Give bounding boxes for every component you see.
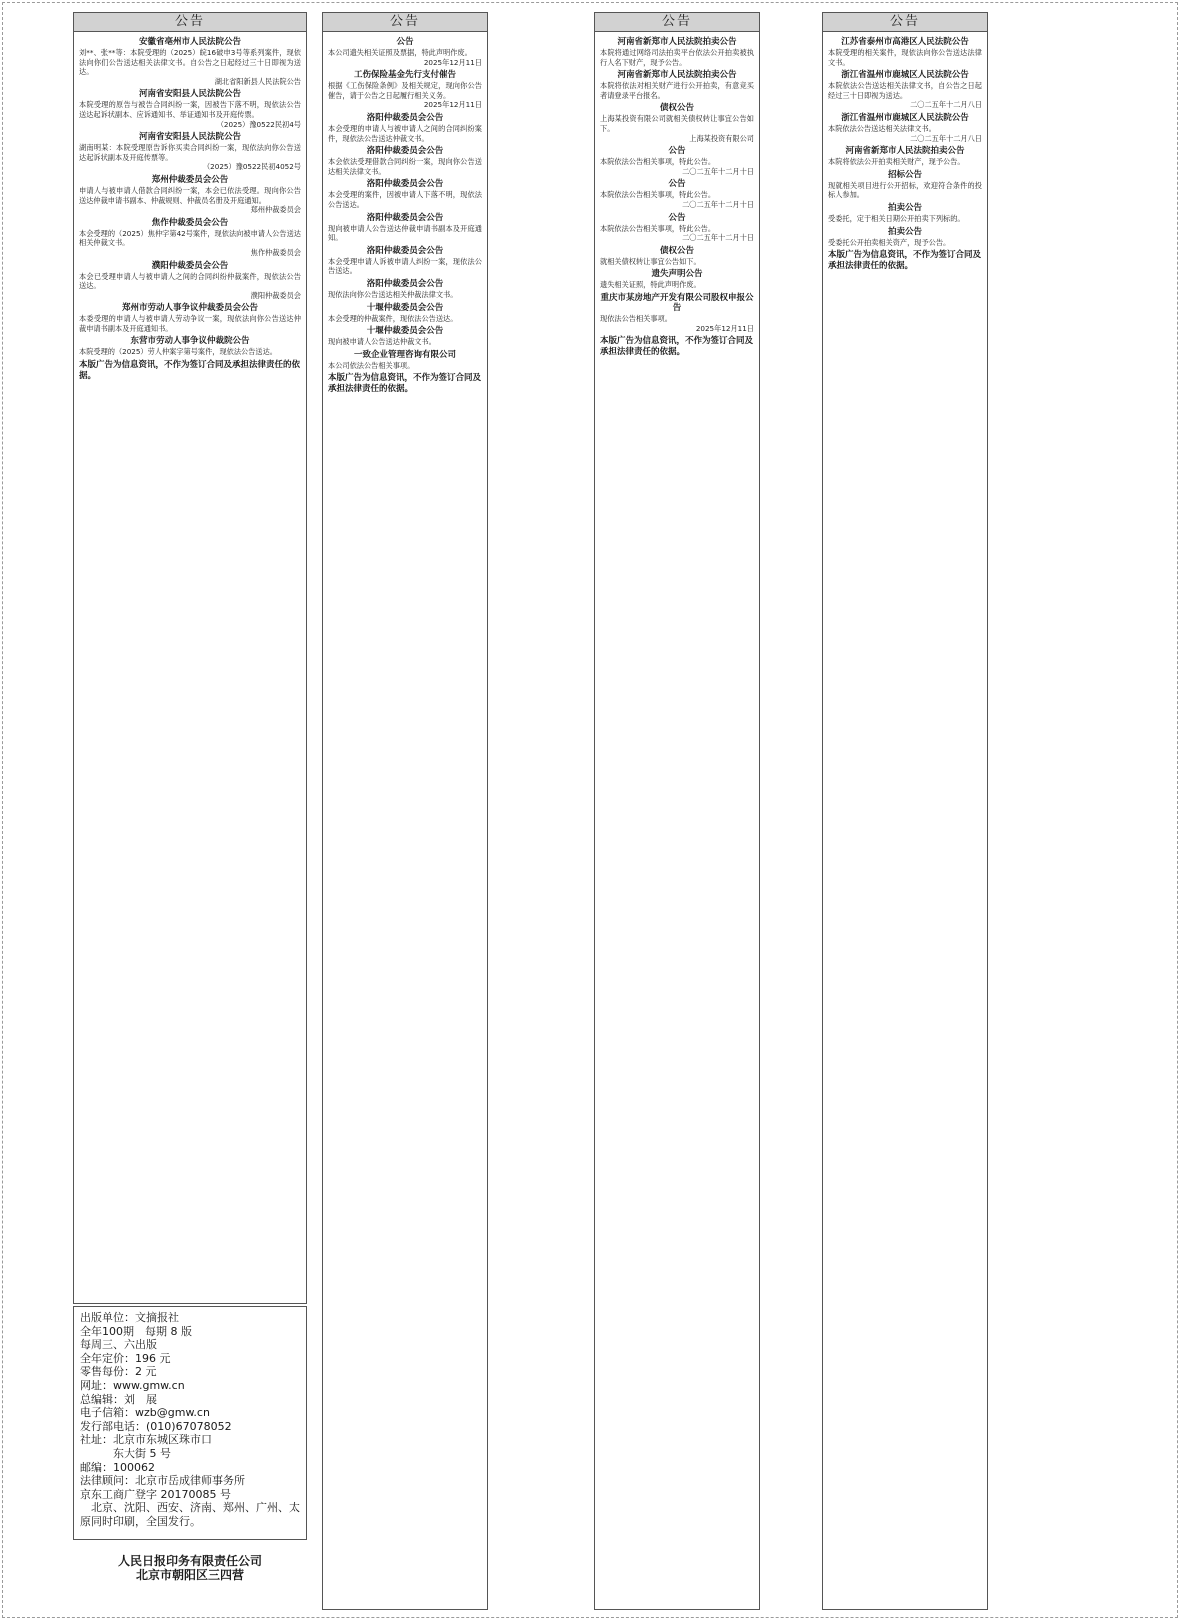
notice-body: 湖南明某：本院受理原告诉你买卖合同纠纷一案，现依法向你公告送达起诉状副本及开庭传票等。 xyxy=(79,143,301,162)
notice-signature: （2025）豫0522民初4号 xyxy=(216,119,301,129)
printer-name: 人民日报印务有限责任公司 xyxy=(117,1554,262,1568)
info-line: 社址：北京市东城区珠市口 xyxy=(80,1433,212,1447)
notice-title: 河南省安阳县人民法院公告 xyxy=(138,132,241,143)
notice-signature: 2025年12月11日 xyxy=(423,57,482,67)
column-header: 公告 xyxy=(823,13,987,32)
notice-title: 河南省安阳县人民法院公告 xyxy=(138,89,241,100)
notice-title: 债权公告 xyxy=(659,245,694,256)
notice-body: 现向被申请人公告送达仲裁文书。 xyxy=(328,337,436,347)
notice-body: 本院依法公告送达相关法律文书。 xyxy=(828,123,936,133)
info-line: 法律顾问：北京市岳成律师事务所 xyxy=(80,1474,245,1488)
info-line: 全年定价：196 元 xyxy=(80,1351,171,1365)
notice-title: 债权公告 xyxy=(659,103,694,114)
info-line: 邮编：100062 xyxy=(80,1460,155,1474)
notice-column-4 xyxy=(822,12,988,1610)
notice-body: 本院将通过网络司法拍卖平台依法公开拍卖被执行人名下财产，现予公告。 xyxy=(600,48,754,67)
notice-title: 浙江省温州市鹿城区人民法院公告 xyxy=(841,112,969,123)
notice-body: 本会已受理申请人与被申请人之间的合同纠纷仲裁案件，现依法公告送达。 xyxy=(79,271,301,291)
notice-title: 焦作仲裁委员会公告 xyxy=(151,217,229,228)
notice-body: 现向被申请人公告送达仲裁申请书副本及开庭通知。 xyxy=(328,223,482,243)
notice-body: 本委受理的申请人与被申请人劳动争议一案，现依法向你公告送达仲裁申请书副本及开庭通知书。 xyxy=(79,314,301,333)
notice-body: 本院依法公告相关事项，特此公告。 xyxy=(600,223,716,233)
notice-title: 拍卖公告 xyxy=(887,226,922,237)
notice-body: 现依法公告相关事项。 xyxy=(600,313,672,323)
notice-body: 本会依法受理借款合同纠纷一案，现向你公告送达相关法律文书。 xyxy=(328,157,482,176)
notice-title: 安徽省亳州市人民法院公告 xyxy=(138,37,241,47)
column-header: 公告 xyxy=(74,13,306,32)
notice-body: 申请人与被申请人借款合同纠纷一案，本会已依法受理。现向你公告送达仲裁申请书副本、仲裁规则、仲裁员名册及开庭通知。 xyxy=(79,185,301,205)
notice-title: 十堰仲裁委员会公告 xyxy=(366,326,444,337)
notice-title: 公告 xyxy=(668,212,686,223)
notice-body: 本院将依法公开拍卖相关财产，现予公告。 xyxy=(828,157,965,167)
notice-title: 遗失声明公告 xyxy=(651,269,703,280)
notice-signature: 焦作仲裁委员会 xyxy=(250,247,301,257)
disclaimer-text: 本版广告为信息资讯，不作为签订合同及承担法律责任的依据。 xyxy=(328,373,482,395)
info-line: 东大街 5 号 xyxy=(80,1446,171,1460)
notice-title: 公告 xyxy=(668,146,686,157)
notice-signature: 2025年12月11日 xyxy=(423,100,482,110)
notice-body: 本会受理的仲裁案件，现依法公告送达。 xyxy=(328,313,458,323)
notice-body: 本院依法公告相关事项，特此公告。 xyxy=(600,157,716,167)
notice-body: 本院受理的原告与被告合同纠纷一案，因被告下落不明，现依法公告送达起诉状副本、应诉通知书、举证通知书及开庭传票。 xyxy=(79,100,301,119)
notice-signature: 2025年12月11日 xyxy=(695,323,754,333)
notice-body: 本会受理的案件，因被申请人下落不明，现依法公告送达。 xyxy=(328,190,482,209)
notice-body: 本会受理申请人诉被申请人纠纷一案，现依法公告送达。 xyxy=(328,256,482,276)
column-header: 公告 xyxy=(595,13,759,32)
printer-address: 北京市朝阳区三四营 xyxy=(135,1568,244,1582)
column-body xyxy=(595,32,759,358)
notice-signature: 二〇二五年十二月十日 xyxy=(682,233,754,243)
notice-body: 本院受理的相关案件，现依法向你公告送达法律文书。 xyxy=(828,48,982,67)
notice-title: 河南省新郑市人民法院拍卖公告 xyxy=(617,70,737,81)
notice-signature: 二〇二五年十二月十日 xyxy=(682,166,754,176)
notice-body: 现依法向你公告送达相关仲裁法律文书。 xyxy=(328,289,458,299)
notice-body: 现就相关项目进行公开招标，欢迎符合条件的投标人参加。 xyxy=(828,180,982,200)
notice-title: 江苏省泰州市高港区人民法院公告 xyxy=(841,37,969,47)
notice-signature: 上海某投资有限公司 xyxy=(689,133,754,143)
notice-title: 洛阳仲裁委员会公告 xyxy=(366,212,444,223)
notice-title: 拍卖公告 xyxy=(887,202,922,213)
notice-title: 浙江省温州市鹿城区人民法院公告 xyxy=(841,70,969,81)
notice-title: 河南省新郑市人民法院拍卖公告 xyxy=(845,146,965,157)
notice-title: 东营市劳动人事争议仲裁院公告 xyxy=(130,336,250,347)
notice-body: 根据《工伤保险条例》及相关规定，现向你公告催告，请于公告之日起履行相关义务。 xyxy=(328,81,482,100)
notice-title: 洛阳仲裁委员会公告 xyxy=(366,278,444,289)
notice-body: 受委托公开拍卖相关资产，现予公告。 xyxy=(828,237,951,247)
info-line: 全年100期 每期 8 版 xyxy=(80,1324,192,1338)
notice-column-1 xyxy=(73,12,307,1304)
notice-body: 本会受理的申请人与被申请人之间的合同纠纷案件，现依法公告送达仲裁文书。 xyxy=(328,123,482,143)
notice-column-2 xyxy=(322,12,488,1610)
notice-title: 重庆市某房地产开发有限公司股权申报公告 xyxy=(600,292,754,313)
notice-body: 遗失相关证照，特此声明作废。 xyxy=(600,280,701,290)
notice-title: 工伤保险基金先行支付催告 xyxy=(353,70,456,81)
notice-body: 本院依法公告相关事项，特此公告。 xyxy=(600,190,716,200)
notice-title: 洛阳仲裁委员会公告 xyxy=(366,112,444,123)
notice-body: 受委托，定于相关日期公开拍卖下列标的。 xyxy=(828,213,965,223)
info-line: 网址：www.gmw.cn xyxy=(80,1378,185,1392)
notice-title: 濮阳仲裁委员会公告 xyxy=(151,260,229,271)
notice-title: 招标公告 xyxy=(887,169,922,180)
info-line: 总编辑：刘 展 xyxy=(80,1392,157,1406)
printer-footer xyxy=(73,1554,307,1582)
notice-title: 洛阳仲裁委员会公告 xyxy=(366,146,444,157)
notice-title: 公告 xyxy=(396,37,414,47)
notice-title: 郑州仲裁委员会公告 xyxy=(151,174,229,185)
disclaimer-text: 本版广告为信息资讯，不作为签订合同及承担法律责任的依据。 xyxy=(79,360,301,382)
column-body xyxy=(323,32,487,395)
notice-body: 本公司遗失相关证照及票据，特此声明作废。 xyxy=(328,48,472,57)
notice-title: 郑州市劳动人事争议仲裁委员会公告 xyxy=(121,303,258,314)
notice-title: 洛阳仲裁委员会公告 xyxy=(366,179,444,190)
notice-signature: 二〇二五年十二月八日 xyxy=(910,133,982,143)
notice-body: 上海某投资有限公司就相关债权转让事宜公告如下。 xyxy=(600,114,754,133)
notice-signature: 二〇二五年十二月十日 xyxy=(682,199,754,209)
notice-body: 本公司依法公告相关事项。 xyxy=(328,360,415,370)
info-line: 每周三、六出版 xyxy=(80,1338,157,1352)
notice-signature: （2025）豫0522民初4052号 xyxy=(202,162,301,172)
info-line: 出版单位：文摘报社 xyxy=(80,1311,179,1324)
notice-title: 河南省新郑市人民法院拍卖公告 xyxy=(617,37,737,47)
disclaimer-text: 本版广告为信息资讯，不作为签订合同及承担法律责任的依据。 xyxy=(600,336,754,358)
info-line: 发行部电话：(010)67078052 xyxy=(80,1419,232,1433)
column-header: 公告 xyxy=(323,13,487,32)
notice-title: 十堰仲裁委员会公告 xyxy=(366,302,444,313)
info-line: 零售每份：2 元 xyxy=(80,1365,157,1379)
notice-body: 刘**、张**等：本院受理的（2025）皖16破申3号等系列案件，现依法向你们公告送达相关法律文书。自公告之日起经过三十日即视为送达。 xyxy=(79,48,301,77)
notice-title: 一致企业管理咨询有限公司 xyxy=(353,349,456,360)
notice-signature: 湖北省阳新县人民法院公告 xyxy=(214,76,301,86)
notice-body: 本院将依法对相关财产进行公开拍卖，有意竞买者请登录平台报名。 xyxy=(600,81,754,100)
notice-body: 本会受理的（2025）焦仲字第42号案件，现依法向被申请人公告送达相关仲裁文书。 xyxy=(79,228,301,248)
info-line: 京东工商广登字 20170085 号 xyxy=(80,1487,231,1501)
info-line: 电子信箱：wzb@gmw.cn xyxy=(80,1406,210,1420)
disclaimer-text: 本版广告为信息资讯，不作为签订合同及承担法律责任的依据。 xyxy=(828,250,982,272)
notice-title: 洛阳仲裁委员会公告 xyxy=(366,245,444,256)
column-body xyxy=(74,32,306,382)
publication-info-box xyxy=(73,1306,307,1540)
notice-column-3 xyxy=(594,12,760,1610)
notice-title: 公告 xyxy=(668,179,686,190)
notice-signature: 濮阳仲裁委员会 xyxy=(250,290,301,300)
notice-signature: 二〇二五年十二月八日 xyxy=(910,100,982,110)
notice-body: 本院受理的（2025）劳人仲案字第号案件，现依法公告送达。 xyxy=(79,347,277,357)
notice-signature: 郑州仲裁委员会 xyxy=(250,205,301,215)
column-body xyxy=(823,32,987,272)
notice-body: 本院依法公告送达相关法律文书，自公告之日起经过三十日即视为送达。 xyxy=(828,81,982,100)
info-line: 北京、沈阳、西安、济南、郑州、广州、太原同时印刷，全国发行。 xyxy=(80,1501,300,1528)
notice-body: 就相关债权转让事宜公告如下。 xyxy=(600,256,701,266)
